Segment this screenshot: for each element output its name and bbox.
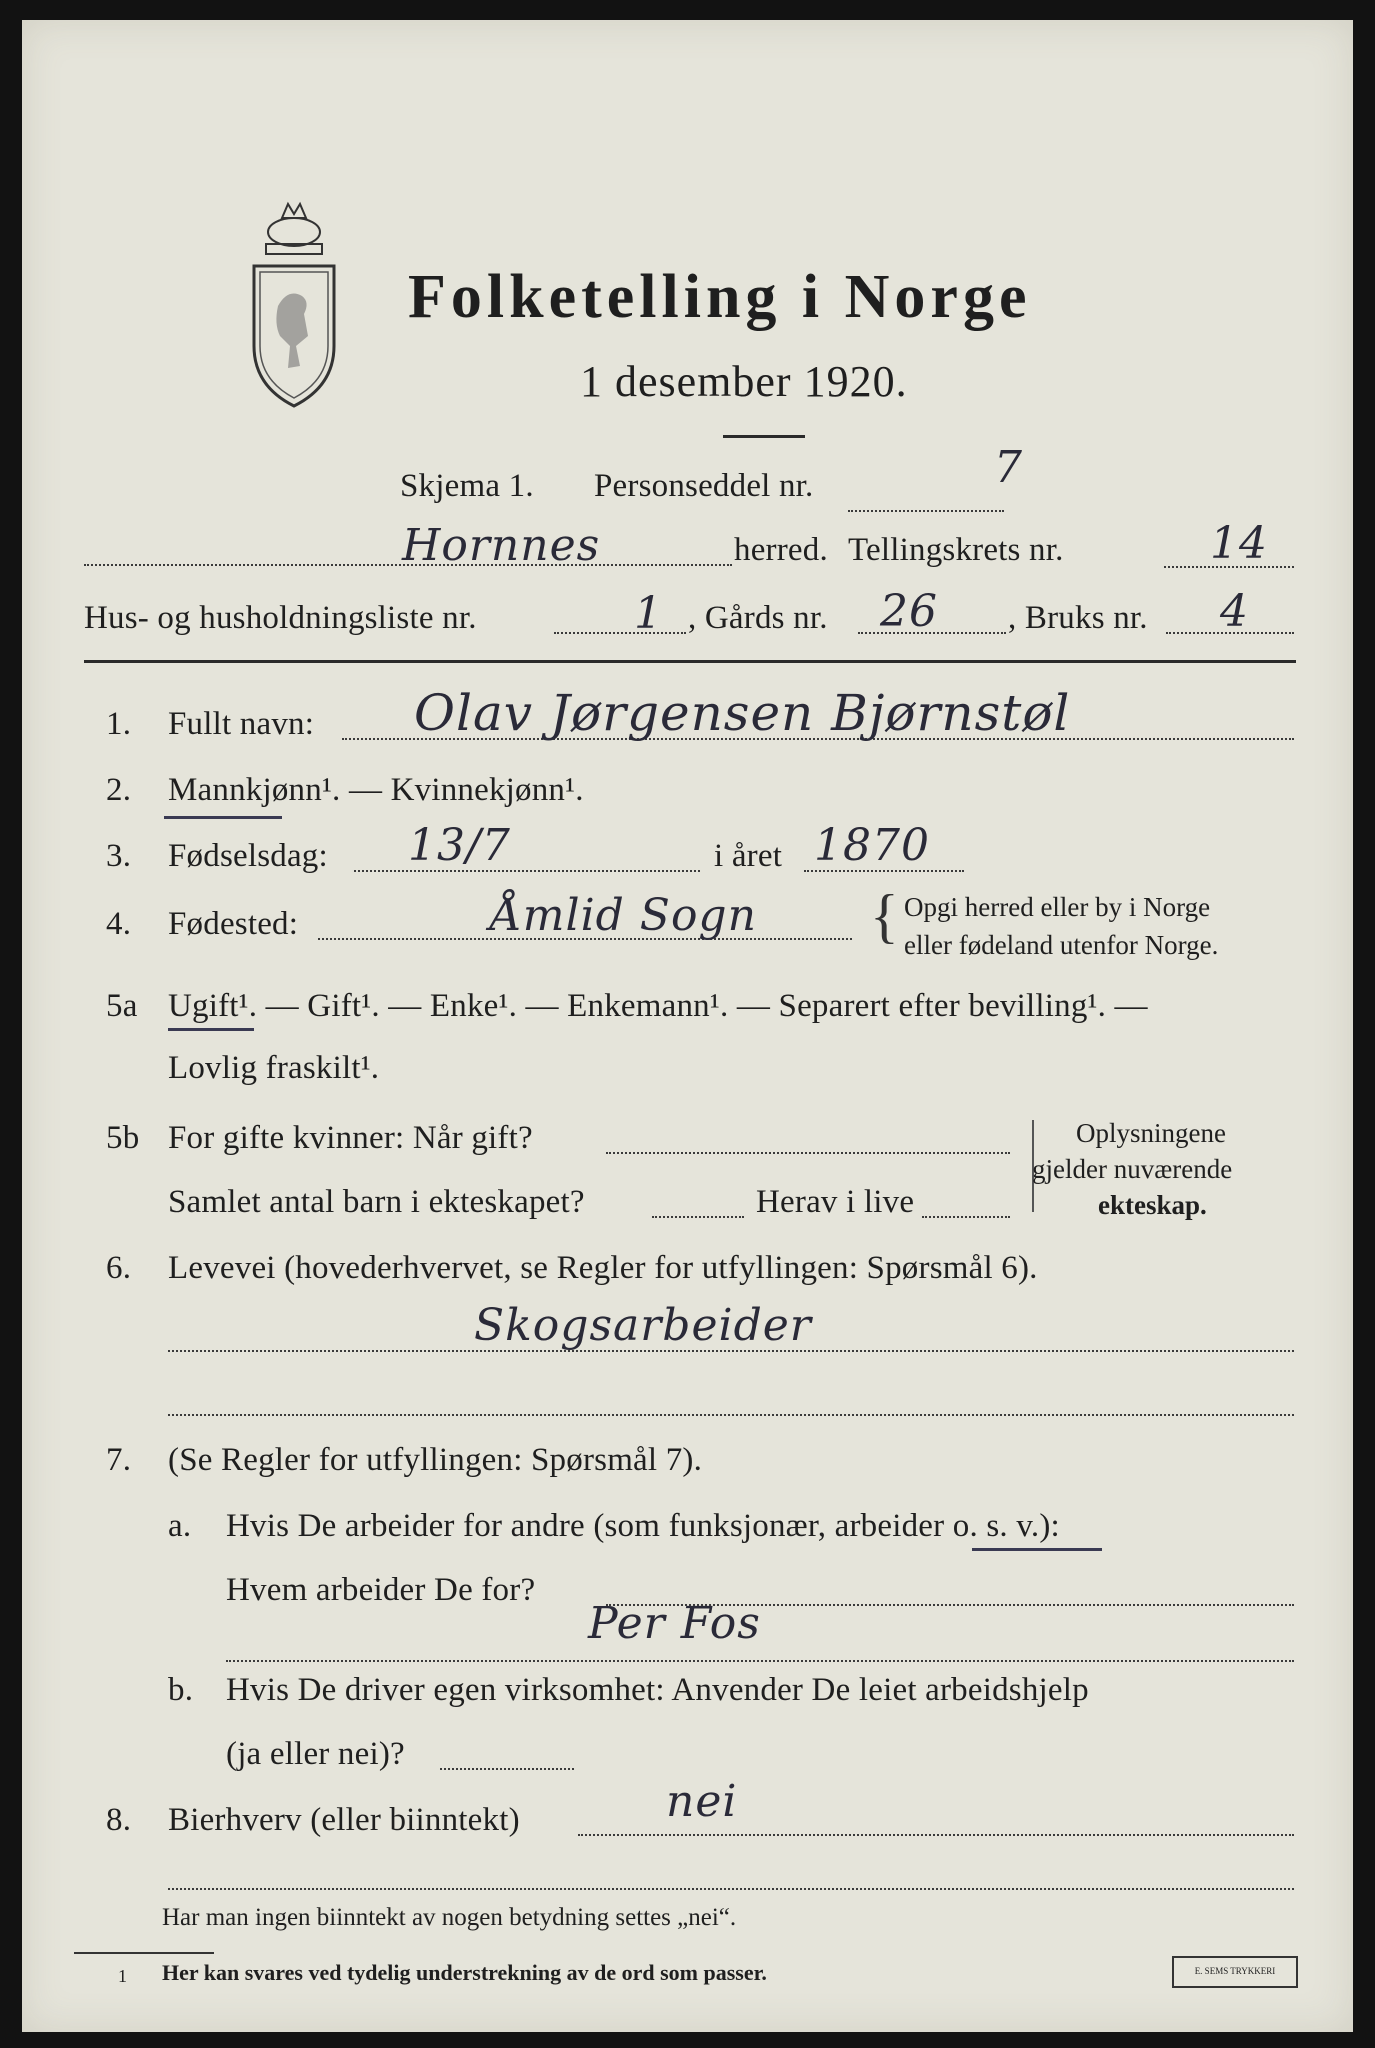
q6-number: 6. — [106, 1250, 132, 1286]
q7-number: 7. — [106, 1442, 132, 1478]
q5a-number: 5a — [106, 988, 138, 1024]
q3-year-value: 1870 — [814, 820, 930, 871]
q5b-married-line — [606, 1152, 1010, 1154]
personseddel-label: Personseddel nr. — [594, 468, 814, 504]
header-rule — [84, 660, 1296, 663]
bruks-label: , Bruks nr. — [1008, 600, 1148, 636]
q5b-note-2: gjelder nuværende — [1032, 1154, 1233, 1184]
gards-label: , Gårds nr. — [688, 600, 828, 636]
personseddel-value: 7 — [994, 442, 1023, 493]
census-form-page — [22, 20, 1353, 2032]
q7b-number: b. — [168, 1672, 194, 1708]
q5b-children-line — [652, 1216, 744, 1218]
q8-line-2 — [168, 1888, 1294, 1890]
q6-line-2 — [168, 1414, 1294, 1416]
q4-note-2: eller fødeland utenfor Norge. — [904, 930, 1219, 960]
q8-label: Bierhverv (eller biinntekt) — [168, 1802, 520, 1838]
q3-number: 3. — [106, 838, 132, 874]
q7-label: (Se Regler for utfyllingen: Spørsmål 7). — [168, 1442, 703, 1478]
husliste-line — [554, 632, 686, 634]
tellingskrets-label: Tellingskrets nr. — [848, 532, 1064, 568]
q5b-label-1: For gifte kvinner: Når gift? — [168, 1120, 533, 1156]
herred-value: Hornnes — [402, 520, 601, 571]
q5b-note-3: ekteskap. — [1098, 1190, 1207, 1220]
herred-label: herred. — [734, 532, 828, 568]
coat-of-arms-icon — [244, 196, 344, 416]
q7a-value: Per Fos — [588, 1598, 761, 1649]
q8-line-1 — [578, 1834, 1294, 1836]
title-divider — [723, 435, 805, 438]
q5b-number: 5b — [106, 1120, 140, 1156]
q7a-line-2 — [226, 1660, 1294, 1662]
footnote-rule — [74, 1952, 214, 1954]
q7b-label: Hvis De driver egen virksomhet: Anvender De leiet arbeidshjelp — [226, 1672, 1089, 1708]
q6-line-1 — [168, 1350, 1294, 1352]
q3-value: 13/7 — [408, 820, 511, 871]
q5a-ugift-underline — [168, 1028, 254, 1031]
q6-label: Levevei (hovederhvervet, se Regler for utfyllingen: Spørsmål 6). — [168, 1250, 1038, 1286]
q5a-label-2: Lovlig fraskilt¹. — [168, 1050, 380, 1086]
census-date: 1 desember 1920. — [580, 357, 908, 406]
skjema-label: Skjema 1. — [400, 468, 534, 504]
printer-stamp-text: E. SEMS TRYKKERI — [1194, 1966, 1276, 1976]
q2-number: 2. — [106, 772, 132, 808]
q2-mann-underline — [164, 816, 282, 819]
q7b-line — [440, 1768, 574, 1770]
tellingskrets-value: 14 — [1210, 518, 1268, 569]
q4-number: 4. — [106, 906, 132, 942]
q7a-label: Hvis De arbeider for andre (som funksjonær, arbeider o. s. v.): — [226, 1508, 1060, 1544]
bruks-value: 4 — [1220, 586, 1249, 637]
q3-year-label: i året — [714, 838, 783, 874]
husliste-label: Hus- og husholdningsliste nr. — [84, 600, 477, 636]
q4-value: Åmlid Sogn — [490, 890, 757, 941]
q2-label: Mannkjønn¹. — Kvinnekjønn¹. — [168, 772, 584, 808]
q5b-note-1: Oplysningene — [1076, 1118, 1226, 1148]
q5b-label-3: Herav i live — [756, 1184, 915, 1220]
q5a-label: Ugift¹. — Gift¹. — Enke¹. — Enkemann¹. — Separert efter bevilling¹. — — [168, 988, 1148, 1024]
husliste-value: 1 — [634, 588, 663, 639]
q4-label: Fødested: — [168, 906, 299, 942]
personseddel-line — [848, 510, 1004, 512]
q7b-label-2: (ja eller nei)? — [226, 1736, 405, 1772]
printer-stamp — [1172, 1956, 1298, 1988]
q4-brace: { — [870, 883, 899, 949]
q1-value: Olav Jørgensen Bjørnstøl — [414, 684, 1071, 742]
page-title: Folketelling i Norge — [408, 263, 1032, 331]
footnote-number: 1 — [118, 1966, 127, 1986]
q6-value: Skogsarbeider — [474, 1300, 812, 1351]
q5b-alive-line — [922, 1216, 1010, 1218]
gards-value: 26 — [880, 586, 938, 637]
q3-line — [354, 870, 700, 872]
q5b-label-2: Samlet antal barn i ekteskapet? — [168, 1184, 585, 1220]
q1-number: 1. — [106, 706, 132, 742]
q4-note-1: Opgi herred eller by i Norge — [904, 892, 1211, 922]
q8-number: 8. — [106, 1802, 132, 1838]
footer-note: Har man ingen biinntekt av nogen betydning settes „nei“. — [162, 1904, 737, 1931]
q7a-arbeider-underline — [972, 1548, 1102, 1551]
footnote-text: Her kan svares ved tydelig understrekning av de ord som passer. — [162, 1960, 767, 1985]
q8-value: nei — [666, 1776, 738, 1827]
q7a-number: a. — [168, 1508, 192, 1544]
q1-label: Fullt navn: — [168, 706, 315, 742]
q3-label: Fødselsdag: — [168, 838, 328, 874]
q7a-label-2: Hvem arbeider De for? — [226, 1572, 536, 1608]
